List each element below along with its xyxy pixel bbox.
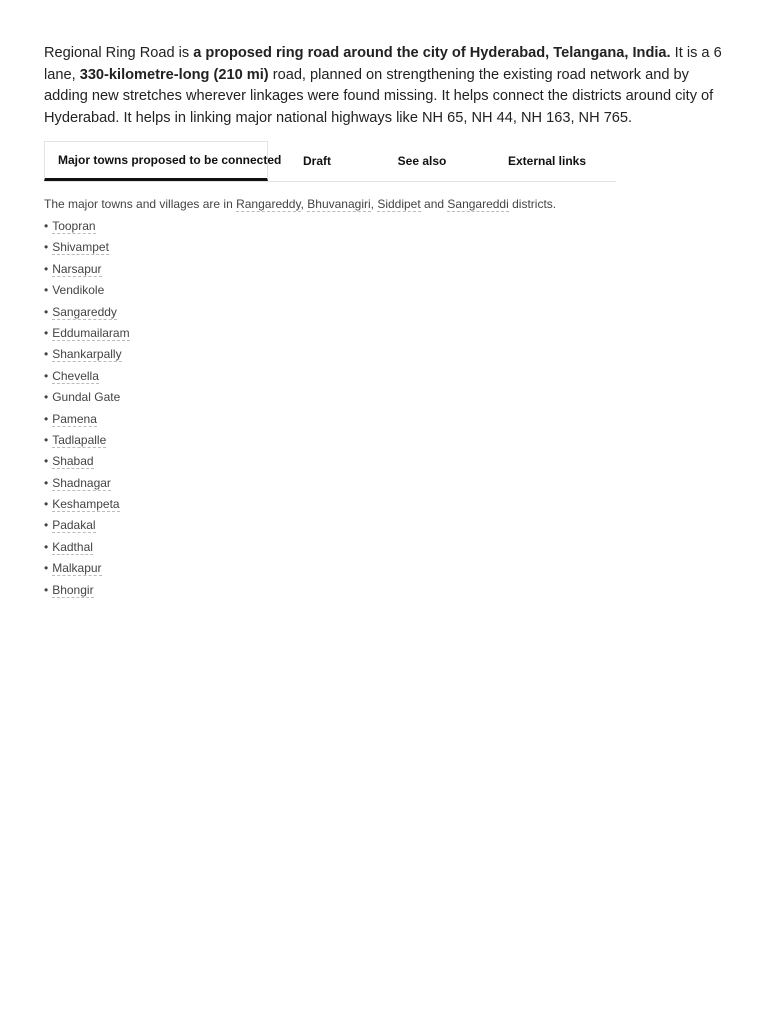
- link-siddipet[interactable]: Siddipet: [377, 197, 421, 211]
- tab-see-also[interactable]: [366, 141, 478, 181]
- list-item: [44, 409, 724, 430]
- list-item: [44, 366, 724, 387]
- town-tadlapalle[interactable]: Tadlapalle: [52, 432, 107, 447]
- town-vendikole: Vendikole: [52, 283, 105, 298]
- town-gundal-gate: Gundal Gate: [52, 390, 121, 405]
- town-shabad[interactable]: Shabad: [52, 454, 94, 469]
- town-eddumailaram[interactable]: Eddumailaram: [52, 325, 130, 340]
- tab-external-links-label: External links: [507, 154, 587, 168]
- list-item: [44, 515, 724, 536]
- list-item: [44, 473, 724, 494]
- bullet: •: [44, 518, 49, 533]
- intro-text-3: road, planned on strengthening the existing road network and by adding new stretches wherever linkages were found missing. It helps connect the districts around city of Hyderabad. It helps in linking major national highways like NH 65, NH 44, NH 163, NH 765.: [44, 66, 714, 126]
- list-item: [44, 216, 724, 237]
- town-narsapur[interactable]: Narsapur: [52, 261, 102, 276]
- bullet: •: [44, 561, 49, 576]
- tab-draft-label: Draft: [302, 154, 331, 168]
- bullet: •: [44, 283, 49, 298]
- lead-suffix: districts.: [508, 197, 557, 211]
- bullet: •: [44, 304, 49, 319]
- bullet: •: [44, 497, 49, 512]
- town-sangareddy[interactable]: Sangareddy: [52, 304, 117, 319]
- bullet: •: [44, 539, 49, 554]
- districts-sentence: [44, 195, 724, 213]
- bullet: •: [44, 368, 49, 383]
- town-shadnagar[interactable]: Shadnagar: [52, 475, 111, 490]
- list-item: [44, 259, 724, 280]
- tab-major-towns-label: Major towns proposed to be connected: [58, 153, 282, 167]
- list-item: [44, 558, 724, 579]
- bullet: •: [44, 219, 49, 233]
- tab-see-also-label: See also: [397, 154, 447, 168]
- list-item: [44, 537, 724, 558]
- tab-draft[interactable]: [268, 141, 366, 181]
- list-item: [44, 302, 724, 323]
- separator: ,: [370, 197, 378, 211]
- list-item: [44, 451, 724, 472]
- tab-bar: [44, 141, 616, 182]
- bullet: •: [44, 475, 49, 490]
- list-item: [44, 323, 724, 344]
- bullet: •: [44, 325, 49, 340]
- list-item: [44, 344, 724, 365]
- bullet: •: [44, 454, 49, 469]
- separator: and: [420, 197, 448, 211]
- tab-major-towns[interactable]: [44, 141, 282, 181]
- list-item: [44, 387, 724, 408]
- separator: ,: [300, 197, 308, 211]
- bullet: •: [44, 432, 49, 447]
- lead-prefix: The major towns and villages are in: [44, 197, 237, 211]
- bullet: •: [44, 411, 49, 426]
- list-item: [44, 494, 724, 515]
- towns-list: [44, 216, 724, 601]
- list-item: [44, 237, 724, 258]
- town-padakal[interactable]: Padakal: [52, 518, 96, 533]
- link-sangareddi[interactable]: Sangareddi: [447, 197, 509, 211]
- town-toopran[interactable]: Toopran: [52, 219, 96, 233]
- town-bhongir[interactable]: Bhongir: [52, 582, 94, 597]
- list-item: [44, 580, 724, 601]
- bullet: •: [44, 390, 49, 405]
- intro-text-2: It is a 6 lane,: [44, 45, 722, 83]
- tab-panel: [44, 195, 724, 601]
- town-kadthal[interactable]: Kadthal: [52, 539, 93, 554]
- link-rangareddy[interactable]: Rangareddy: [236, 197, 301, 211]
- town-chevella[interactable]: Chevella: [52, 368, 99, 383]
- list-item: [44, 280, 724, 301]
- link-bhuvanagiri[interactable]: Bhuvanagiri: [307, 197, 371, 211]
- intro-text-1: Regional Ring Road is: [44, 45, 194, 61]
- tab-external-links[interactable]: [478, 141, 616, 181]
- town-shankarpally[interactable]: Shankarpally: [52, 347, 122, 362]
- intro-bold-1: a proposed ring road around the city of Hyderabad, Telangana, India.: [193, 45, 671, 61]
- bullet: •: [44, 240, 49, 255]
- list-item: [44, 430, 724, 451]
- town-pamena[interactable]: Pamena: [52, 411, 97, 426]
- town-keshampeta[interactable]: Keshampeta: [52, 497, 120, 512]
- bullet: •: [44, 261, 49, 276]
- town-shivampet[interactable]: Shivampet: [52, 240, 109, 255]
- bullet: •: [44, 582, 49, 597]
- bullet: •: [44, 347, 49, 362]
- town-malkapur[interactable]: Malkapur: [52, 561, 102, 576]
- intro-paragraph: [44, 43, 726, 129]
- intro-bold-2: 330-kilometre-long (210 mi): [79, 66, 269, 83]
